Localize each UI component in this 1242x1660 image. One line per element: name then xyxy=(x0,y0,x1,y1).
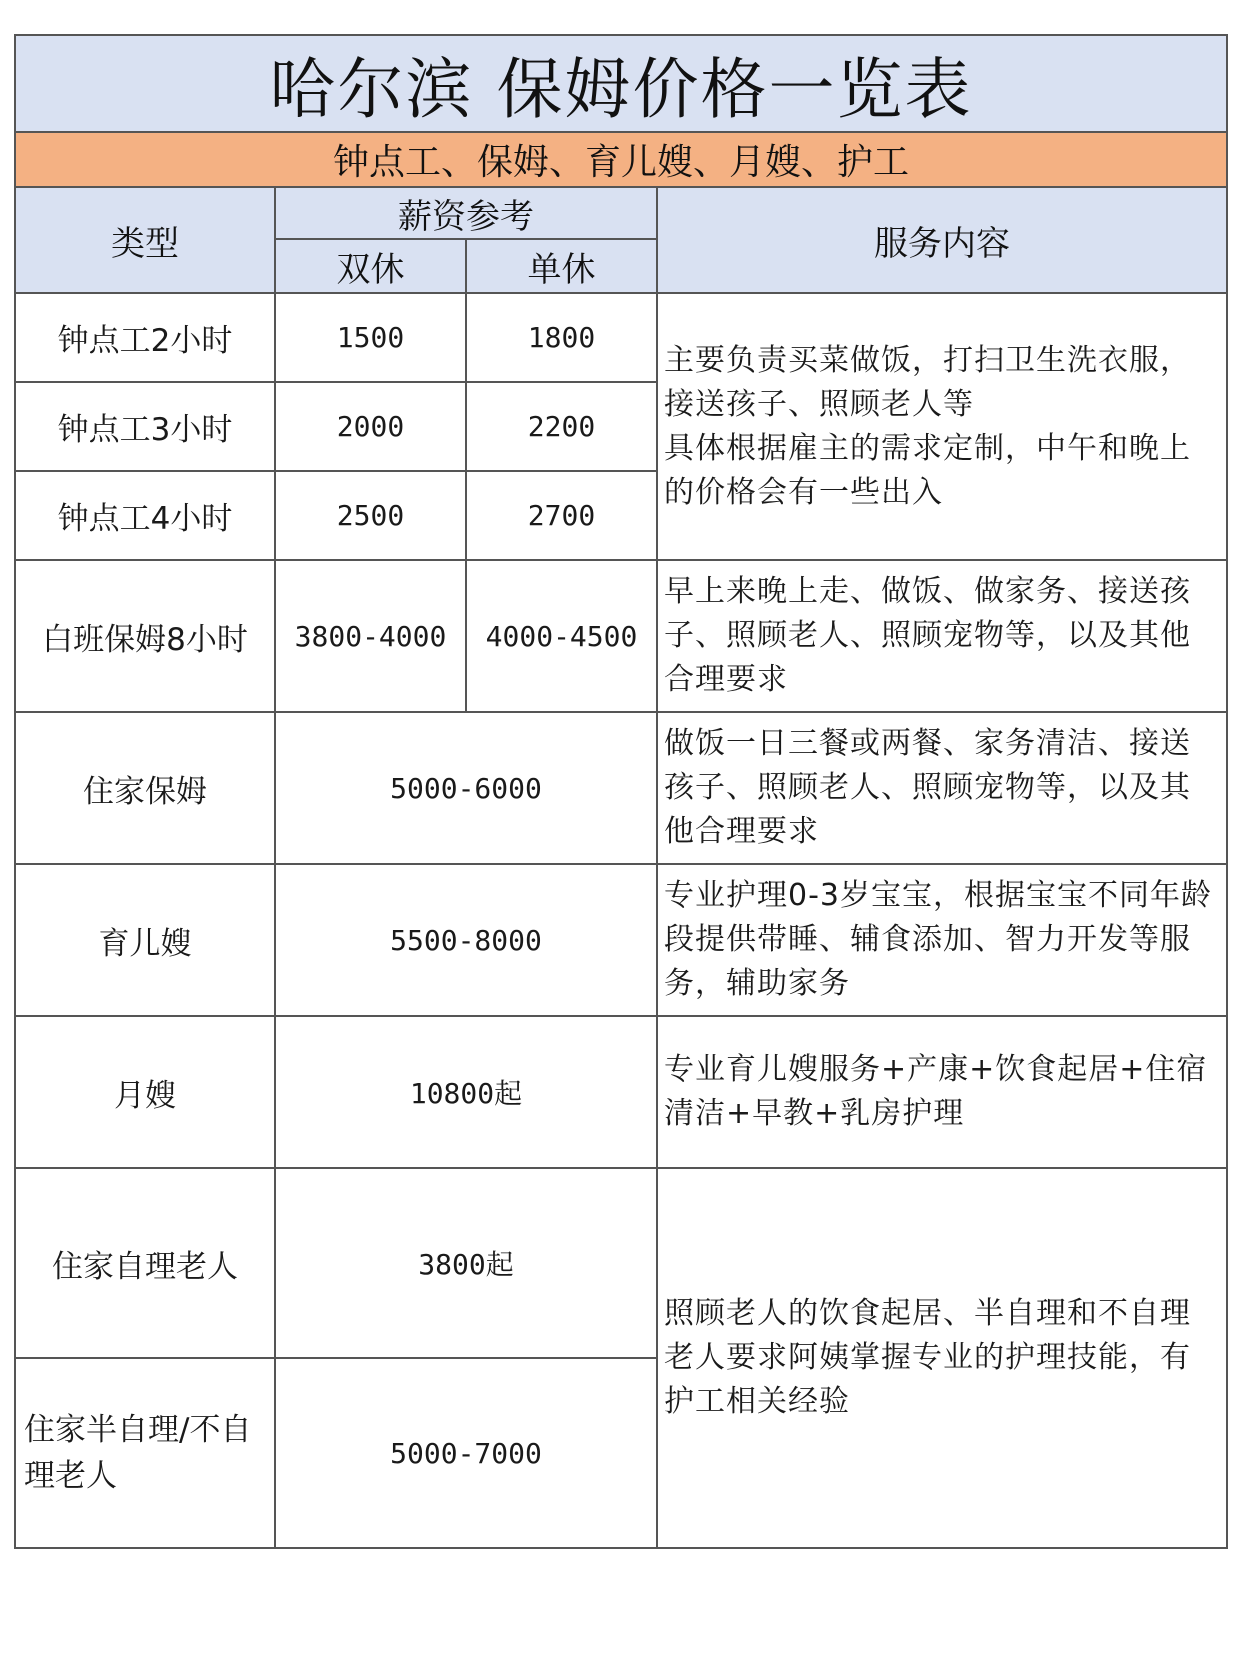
service-hourly-line: 主要负责买菜做饭，打扫卫生洗衣服，接送孩子、照顾老人等 xyxy=(664,342,1191,422)
header-service: 服务内容 xyxy=(657,187,1227,293)
table-row xyxy=(15,712,1227,864)
row-single-price: 4000-4500 xyxy=(466,560,657,712)
table-row xyxy=(15,560,1227,712)
row-double-price: 3800-4000 xyxy=(275,560,466,712)
row-double-price: 2000 xyxy=(275,382,466,471)
row-price: 5000-6000 xyxy=(275,712,657,864)
row-type: 住家半自理/不自理老人 xyxy=(15,1358,275,1548)
page-title: 哈尔滨 保姆价格一览表 xyxy=(15,35,1227,132)
header-row xyxy=(15,187,1227,239)
service-elderly: 照顾老人的饮食起居、半自理和不自理老人要求阿姨掌握专业的护理技能，有护工相关经验 xyxy=(657,1168,1227,1548)
row-double-price: 2500 xyxy=(275,471,466,560)
row-price: 3800起 xyxy=(275,1168,657,1358)
service-hourly-line: 具体根据雇主的需求定制，中午和晚上的价格会有一些出入 xyxy=(664,430,1191,510)
table-row xyxy=(15,1016,1227,1168)
header-double-rest: 双休 xyxy=(275,239,466,293)
row-type: 住家保姆 xyxy=(15,712,275,864)
table-row xyxy=(15,1168,1227,1358)
row-single-price: 2200 xyxy=(466,382,657,471)
header-salary: 薪资参考 xyxy=(275,187,657,239)
row-price: 10800起 xyxy=(275,1016,657,1168)
row-type: 钟点工3小时 xyxy=(15,382,275,471)
price-sheet xyxy=(14,34,1226,1549)
service-live-in: 做饭一日三餐或两餐、家务清洁、接送孩子、照顾老人、照顾宠物等，以及其他合理要求 xyxy=(657,712,1227,864)
header-single-rest: 单休 xyxy=(466,239,657,293)
service-hourly xyxy=(657,293,1227,560)
service-day-nanny: 早上来晚上走、做饭、做家务、接送孩子、照顾老人、照顾宠物等，以及其他合理要求 xyxy=(657,560,1227,712)
header-type: 类型 xyxy=(15,187,275,293)
row-single-price: 2700 xyxy=(466,471,657,560)
page-subtitle: 钟点工、保姆、育儿嫂、月嫂、护工 xyxy=(15,132,1227,187)
subtitle-row xyxy=(15,132,1227,187)
row-type: 钟点工4小时 xyxy=(15,471,275,560)
row-type: 月嫂 xyxy=(15,1016,275,1168)
price-table xyxy=(14,34,1228,1549)
row-price: 5000-7000 xyxy=(275,1358,657,1548)
service-childcare: 专业护理0-3岁宝宝，根据宝宝不同年龄段提供带睡、辅食添加、智力开发等服务，辅助家务 xyxy=(657,864,1227,1016)
table-row xyxy=(15,293,1227,382)
row-type: 钟点工2小时 xyxy=(15,293,275,382)
row-single-price: 1800 xyxy=(466,293,657,382)
row-type: 住家自理老人 xyxy=(15,1168,275,1358)
title-row xyxy=(15,35,1227,132)
table-row xyxy=(15,864,1227,1016)
row-type: 育儿嫂 xyxy=(15,864,275,1016)
row-type: 白班保姆8小时 xyxy=(15,560,275,712)
row-price: 5500-8000 xyxy=(275,864,657,1016)
service-maternity: 专业育儿嫂服务+产康+饮食起居+住宿清洁+早教+乳房护理 xyxy=(657,1016,1227,1168)
row-double-price: 1500 xyxy=(275,293,466,382)
